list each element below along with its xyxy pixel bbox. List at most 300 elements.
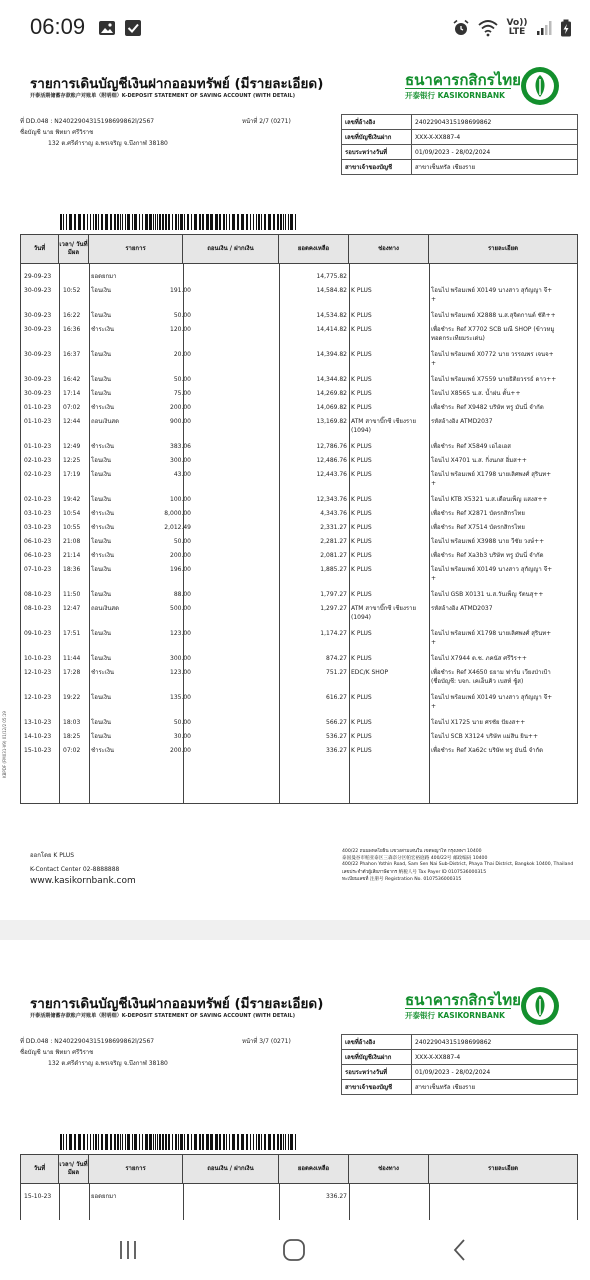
row-time: 07:02	[63, 404, 81, 411]
row-detail-cont: +	[431, 360, 437, 367]
row-balance: 2,331.27	[320, 524, 347, 531]
row-amount: 75.00	[173, 390, 191, 397]
row-date: 30-09-23	[24, 287, 52, 294]
row-date: 01-10-23	[24, 443, 52, 450]
row-type: โอนเงิน	[91, 694, 112, 701]
row-amount: 123.00	[170, 669, 191, 676]
col-date: วันที่	[21, 1155, 59, 1183]
row-type: โอนเงิน	[91, 390, 112, 397]
bank-address-line: ทะเบียนเลขที่ 注册号 Registration No. 0107536000315	[342, 877, 462, 882]
row-detail-cont: +	[431, 703, 437, 710]
row-time: 12:25	[63, 457, 81, 464]
row-detail-cont: +	[431, 480, 437, 487]
col-balance: ยอดคงเหลือ	[279, 235, 349, 263]
row-date: 30-09-23	[24, 351, 52, 358]
row-amount: 123.00	[170, 630, 191, 637]
alarm-icon	[452, 19, 470, 37]
customer-address: 132 ต.ศรีดำราญ อ.พรเจริญ จ.บึงกาฬ 38180	[48, 140, 168, 147]
row-date: 08-10-23	[24, 591, 52, 598]
info-label: เลขที่บัญชีเงินฝาก	[342, 130, 412, 145]
info-label: เลขที่อ้างอิง	[342, 115, 412, 130]
col-detail: รายละเอียด	[487, 1165, 519, 1172]
kbank-logo-icon	[520, 66, 560, 106]
status-bar	[0, 0, 590, 58]
info-value: 01/09/2023 - 28/02/2024	[412, 145, 578, 160]
row-date: 09-10-23	[24, 630, 52, 637]
table-row	[21, 1192, 577, 1201]
barcode	[60, 1134, 297, 1150]
table-row	[21, 417, 577, 434]
row-channel: K PLUS	[351, 694, 372, 701]
row-amount: 135.00	[170, 694, 191, 701]
row-channel: K PLUS	[351, 630, 372, 637]
row-detail: โอนไป X7944 ด.ช. ภคนัส ศรีวิร++	[431, 655, 527, 662]
table-row	[21, 272, 577, 281]
col-channel: ช่องทาง	[349, 235, 429, 263]
row-balance: 2,281.27	[320, 538, 347, 545]
row-balance: 12,486.76	[316, 457, 347, 464]
doc-subtitle: 开泰活期储蓄存款账户对账单（附明细）K-DEPOSIT STATEMENT OF SAVING ACCOUNT (WITH DETAIL)	[30, 1013, 296, 1019]
home-button[interactable]	[274, 1232, 314, 1268]
row-date: 08-10-23	[24, 605, 52, 612]
row-balance: 4,343.76	[320, 510, 347, 517]
row-balance: 14,269.82	[316, 390, 347, 397]
row-detail: โอนไป พร้อมเพย์ X0149 นางสาว สุกัญญา จึ+	[431, 566, 553, 573]
row-time: 16:22	[63, 312, 81, 319]
row-type: ชำระเงิน	[91, 524, 114, 531]
table-row	[21, 470, 577, 487]
row-balance: 12,343.76	[316, 496, 347, 503]
row-detail: รหัสอ้างอิง ATMD2037	[431, 605, 493, 612]
row-channel: K PLUS	[351, 538, 372, 545]
row-time: 16:36	[63, 326, 81, 333]
row-type: โอนเงิน	[91, 312, 112, 319]
row-time: 12:44	[63, 418, 81, 425]
gallery-icon	[98, 19, 116, 37]
row-balance: 14,069.82	[316, 404, 347, 411]
doc-title: รายการเดินบัญชีเงินฝากออมทรัพย์ (มีรายละเอียด)	[30, 996, 324, 1012]
table-row	[21, 456, 577, 465]
row-amount: 300.00	[170, 457, 191, 464]
col-detail: รายละเอียด	[487, 245, 519, 252]
row-type: ชำระเงิน	[91, 669, 114, 676]
row-channel: K PLUS	[351, 326, 372, 333]
table-row	[21, 311, 577, 320]
table-row	[21, 509, 577, 518]
issued-by: ออกโดย K PLUS	[30, 852, 75, 859]
col-amount: ถอนเงิน / ฝากเงิน	[183, 235, 279, 263]
info-value: สาขาเซ็นทรัล เชียงราย	[412, 160, 578, 175]
row-balance: 14,394.82	[316, 351, 347, 358]
row-channel: K PLUS	[351, 719, 372, 726]
bank-address-line: 400/22 ถนนพหลโยธิน แขวงสามเสนใน เขตพญาไท กรุงเทพฯ 10400	[342, 849, 482, 854]
row-balance: 874.27	[326, 655, 347, 662]
row-detail: เพื่อชำระ Ref X5849 เอไอเอส	[431, 443, 511, 450]
row-balance: 336.27	[326, 747, 347, 754]
row-date: 06-10-23	[24, 552, 52, 559]
bank-name-en: 开泰银行 KASIKORNBANK	[405, 1008, 511, 1021]
doc-reference: ที่ DD.048 : N2402290431519869986​2l/2567	[20, 118, 155, 125]
row-time: 10:55	[63, 524, 81, 531]
row-amount: 20.00	[173, 351, 191, 358]
row-type: ชำระเงิน	[91, 747, 114, 754]
row-date: 03-10-23	[24, 510, 52, 517]
row-type: โอนเงิน	[91, 566, 112, 573]
row-amount: 383.06	[170, 443, 191, 450]
row-balance: 336.27	[326, 1193, 347, 1200]
row-channel: ATM สาขาบิ๊กซี เชียงราย	[351, 418, 416, 425]
row-channel: K PLUS	[351, 552, 372, 559]
row-type: โอนเงิน	[91, 376, 112, 383]
row-time: 12:47	[63, 605, 81, 612]
row-balance: 13,169.82	[316, 418, 347, 425]
info-label: สาขาเจ้าของบัญชี	[342, 160, 412, 175]
row-channel: K PLUS	[351, 457, 372, 464]
bank-address-line: 泰国曼谷市帕亚泰区三森奈分区帕宏裕庭路 400/22号 邮政编码 10400	[342, 856, 488, 861]
row-amount: 200.00	[170, 552, 191, 559]
info-label: เลขที่อ้างอิง	[342, 1035, 412, 1050]
row-amount: 30.00	[173, 733, 191, 740]
row-time: 12:49	[63, 443, 81, 450]
row-amount: 200.00	[170, 404, 191, 411]
row-time: 17:14	[63, 390, 81, 397]
row-time: 17:28	[63, 669, 81, 676]
row-balance: 2,081.27	[320, 552, 347, 559]
back-icon	[448, 1238, 472, 1262]
table-row	[21, 718, 577, 727]
row-date: 29-09-23	[24, 273, 52, 280]
row-channel: K PLUS	[351, 287, 372, 294]
row-balance: 751.27	[326, 669, 347, 676]
row-type: โอนเงิน	[91, 591, 112, 598]
row-balance: 1,885.27	[320, 566, 347, 573]
row-detail: โอนไป พร้อมเพย์ X3988 นาย วีชัย วงษ์++	[431, 538, 545, 545]
row-channel: K PLUS	[351, 471, 372, 478]
row-type: ชำระเงิน	[91, 510, 114, 517]
kbank-logo-icon	[520, 986, 560, 1026]
table-row	[21, 537, 577, 546]
row-channel: K PLUS	[351, 591, 372, 598]
row-amount: 500.00	[170, 605, 191, 612]
row-date: 03-10-23	[24, 524, 52, 531]
bank-address-line: 400/22 Phahon Yothin Road, Sam Sen Nai Sub-District, Phaya Thai District, Bangkok 10400, Thailand	[342, 862, 574, 867]
row-amount: 300.00	[170, 655, 191, 662]
row-type: โอนเงิน	[91, 287, 112, 294]
table-header	[20, 234, 578, 264]
info-value: XXX-X-XX887-4	[412, 1050, 578, 1065]
table-row	[21, 403, 577, 412]
row-amount: 196.00	[170, 566, 191, 573]
row-channel: K PLUS	[351, 524, 372, 531]
page-number: หน้าที่ 2/7 (0271)	[242, 118, 291, 125]
row-detail: โอนไป พร้อมเพย์ X0149 นางสาว สุกัญญา จึ+	[431, 694, 553, 701]
row-detail-cont: (ชื่อบัญชี: บจก. เคเอ็นคิว เบสท์ ชู้ส)	[431, 678, 524, 685]
row-amount: 8,000.00	[164, 510, 191, 517]
doc-subtitle: 开泰活期储蓄存款账户对账单（附明细）K-DEPOSIT STATEMENT OF SAVING ACCOUNT (WITH DETAIL)	[30, 93, 296, 99]
row-time: 21:14	[63, 552, 81, 559]
row-type: ถอนเงินสด	[91, 605, 119, 612]
row-date: 15-10-23	[24, 747, 52, 754]
row-channel: K PLUS	[351, 747, 372, 754]
row-balance: 14,584.82	[316, 287, 347, 294]
row-type: ชำระเงิน	[91, 326, 114, 333]
row-detail: โอนไป พร้อมเพย์ X7559 นายธิติ​ยวรรธ์ ดาว++	[431, 376, 557, 383]
contact-center: K-Contact Center 02-8888888	[30, 866, 120, 873]
row-channel-cont: (1094)	[351, 427, 371, 434]
account-info-box	[341, 114, 578, 175]
table-row	[21, 565, 577, 582]
row-time: 07:02	[63, 747, 81, 754]
row-detail: โอนไป SCB X3124 บริษัท แม่สิน ยิน++	[431, 733, 538, 740]
table-row	[21, 375, 577, 384]
row-type: โอนเงิน	[91, 351, 112, 358]
row-detail: โอนไป X1725 นาย ศรชัย ปัยงส++	[431, 719, 526, 726]
row-detail-cont: ทอดกระเทียมระเด่น)	[431, 335, 485, 342]
row-type: โอนเงิน	[91, 471, 112, 478]
info-value: 240229043151986998​62	[412, 115, 578, 130]
account-info-box	[341, 1034, 578, 1095]
row-time: 17:51	[63, 630, 81, 637]
checkbox-notification-icon	[124, 19, 142, 37]
table-row	[21, 693, 577, 710]
row-time: 21:08	[63, 538, 81, 545]
statement-page-2	[0, 940, 590, 1220]
row-amount: 43.00	[173, 471, 191, 478]
row-date: 15-10-23	[24, 1193, 52, 1200]
row-amount: 191.00	[170, 287, 191, 294]
row-date: 01-10-23	[24, 418, 52, 425]
table-row	[21, 389, 577, 398]
row-type: โอนเงิน	[91, 719, 112, 726]
bank-address-line: เลขประจำตัวผู้เสียภาษีอากร 納税人号 Tax Payer ID 0107536000315	[342, 870, 487, 875]
table-row	[21, 523, 577, 532]
row-detail: เพื่อชำระ Ref X9482 บริษัท ทรู มันนี่ จำกัด	[431, 404, 544, 411]
row-time: 10:54	[63, 510, 81, 517]
row-channel: K PLUS	[351, 655, 372, 662]
volte-label: Vo)) LTE	[506, 18, 528, 37]
row-amount: 50.00	[173, 312, 191, 319]
row-type: ชำระเงิน	[91, 443, 114, 450]
barcode	[60, 214, 297, 230]
info-value: 240229043151986998​62	[412, 1035, 578, 1050]
col-time: เวลา/ วันที่มีผล	[59, 1155, 89, 1183]
row-detail: เพื่อชำระ Ref X7702 SCB มณี SHOP (ข้าวหมู	[431, 326, 555, 333]
row-time: 18:25	[63, 733, 81, 740]
row-channel: K PLUS	[351, 496, 372, 503]
row-date: 12-10-23	[24, 694, 52, 701]
row-channel: K PLUS	[351, 443, 372, 450]
row-time: 18:36	[63, 566, 81, 573]
row-time: 17:19	[63, 471, 81, 478]
row-date: 07-10-23	[24, 566, 52, 573]
account-name: ชื่อบัญชี นาย พิทยา ศรีวิราช	[20, 1049, 94, 1056]
row-type: ชำระเงิน	[91, 404, 114, 411]
row-date: 06-10-23	[24, 538, 52, 545]
status-icons	[452, 16, 572, 40]
row-amount: 88.00	[173, 591, 191, 598]
transaction-table	[20, 1184, 578, 1220]
info-label: รอบระหว่างวันที่	[342, 1065, 412, 1080]
info-value: XXX-X-XX887-4	[412, 130, 578, 145]
bank-name-th: ธนาคารกสิกรไทย	[405, 991, 521, 1009]
bank-website: www.kasikornbank.com	[30, 876, 136, 886]
row-channel: K PLUS	[351, 404, 372, 411]
row-amount: 2,012.49	[164, 524, 191, 531]
row-amount: 50.00	[173, 538, 191, 545]
page-number: หน้าที่ 3/7 (0271)	[242, 1038, 291, 1045]
table-row	[21, 746, 577, 755]
row-amount: 50.00	[173, 719, 191, 726]
row-detail: โอนไป X4701 น.ส. กิ่งนภส อิ่มส++	[431, 457, 527, 464]
row-date: 30-09-23	[24, 326, 52, 333]
col-channel: ช่องทาง	[349, 1155, 429, 1183]
row-balance: 12,443.76	[316, 471, 347, 478]
table-row	[21, 629, 577, 646]
row-type: โอนเงิน	[91, 457, 112, 464]
row-date: 01-10-23	[24, 404, 52, 411]
info-label: สาขาเจ้าของบัญชี	[342, 1080, 412, 1095]
row-balance: 566.27	[326, 719, 347, 726]
row-amount: 120.00	[170, 326, 191, 333]
row-channel: K PLUS	[351, 376, 372, 383]
recents-icon	[116, 1238, 140, 1262]
status-time: 06:09	[30, 14, 86, 39]
row-detail: รหัสอ้างอิง ATMD2037	[431, 418, 493, 425]
statement-page-1	[0, 58, 590, 920]
row-time: 19:22	[63, 694, 81, 701]
transaction-table	[20, 264, 578, 804]
row-detail-cont: +	[431, 639, 437, 646]
row-balance: 14,414.82	[316, 326, 347, 333]
account-name: ชื่อบัญชี นาย พิทยา ศรีวิราช	[20, 129, 94, 136]
row-type: ยอดยกมา	[91, 1193, 117, 1200]
col-amount: ถอนเงิน / ฝากเงิน	[183, 1155, 279, 1183]
table-row	[21, 286, 577, 303]
row-balance: 1,174.27	[320, 630, 347, 637]
row-channel: K PLUS	[351, 733, 372, 740]
col-type: รายการ	[89, 235, 183, 263]
table-row	[21, 590, 577, 599]
row-detail-cont: +	[431, 296, 437, 303]
row-detail: โอนไป KTB X5321 น.ส.เดือนเพ็ญ แสงส++	[431, 496, 548, 503]
row-amount: 100.00	[170, 496, 191, 503]
row-date: 02-10-23	[24, 496, 52, 503]
row-channel: K PLUS	[351, 510, 372, 517]
navigation-bar	[0, 1220, 590, 1280]
table-row	[21, 604, 577, 621]
row-date: 12-10-23	[24, 669, 52, 676]
row-date: 02-10-23	[24, 457, 52, 464]
row-date: 30-09-23	[24, 390, 52, 397]
table-row	[21, 350, 577, 367]
col-date: วันที่	[21, 235, 59, 263]
doc-reference: ที่ DD.048 : N2402290431519869986​2l/2567	[20, 1038, 155, 1045]
row-date: 30-09-23	[24, 312, 52, 319]
table-row	[21, 668, 577, 685]
row-amount: 200.00	[170, 747, 191, 754]
row-time: 19:42	[63, 496, 81, 503]
col-time: เวลา/ วันที่มีผล	[59, 235, 89, 263]
row-date: 30-09-23	[24, 376, 52, 383]
row-time: 11:44	[63, 655, 81, 662]
table-row	[21, 442, 577, 451]
row-balance: 616.27	[326, 694, 347, 701]
row-date: 10-10-23	[24, 655, 52, 662]
bank-name-th: ธนาคารกสิกรไทย	[405, 71, 521, 89]
row-balance: 536.27	[326, 733, 347, 740]
row-type: โอนเงิน	[91, 733, 112, 740]
row-amount: 50.00	[173, 376, 191, 383]
row-detail: โอนไป X8565 น.ส. น้ำฝน ตั้น++	[431, 390, 521, 397]
home-icon	[281, 1237, 307, 1263]
back-button[interactable]	[440, 1232, 480, 1268]
row-balance: 12,786.76	[316, 443, 347, 450]
row-detail: โอนไป GSB X0131 น.ส.วันเพ็ญ รัตนสุ++	[431, 591, 544, 598]
row-balance: 14,344.82	[316, 376, 347, 383]
battery-charging-icon	[560, 19, 572, 37]
row-balance: 1,797.27	[320, 591, 347, 598]
row-channel-cont: (1094)	[351, 614, 371, 621]
row-date: 02-10-23	[24, 471, 52, 478]
table-row	[21, 495, 577, 504]
recents-button[interactable]	[108, 1232, 148, 1268]
row-detail: โอนไป พร้อมเพย์ X0149 นางสาว สุกัญญา จึ+	[431, 287, 553, 294]
info-value: สาขาเซ็นทรัล เชียงราย	[412, 1080, 578, 1095]
row-detail: โอนไป พร้อมเพย์ X0772 นาย วรรณพร เจนจ+	[431, 351, 554, 358]
row-detail: เพื่อชำระ Ref X4650 ธยาม ฟาร์ม เวียงป่าเป้า	[431, 669, 551, 676]
table-row	[21, 654, 577, 663]
row-type: ชำระเงิน	[91, 552, 114, 559]
row-balance: 14,534.82	[316, 312, 347, 319]
table-header	[20, 1154, 578, 1184]
row-channel: K PLUS	[351, 390, 372, 397]
doc-title: รายการเดินบัญชีเงินฝากออมทรัพย์ (มีรายละเอียด)	[30, 76, 324, 92]
row-type: โอนเงิน	[91, 538, 112, 545]
row-detail: โอนไป พร้อมเพย์ X2888 น.ส.สุจิตกานต์ ชัติ++	[431, 312, 556, 319]
row-date: 14-10-23	[24, 733, 52, 740]
row-detail: โอนไป พร้อมเพย์ X1798 นายเลิศพงศ์ สุรินท+	[431, 630, 552, 637]
row-channel: K PLUS	[351, 566, 372, 573]
customer-address: 132 ต.ศรีดำราญ อ.พรเจริญ จ.บึงกาฬ 38180	[48, 1060, 168, 1067]
row-time: 16:37	[63, 351, 81, 358]
row-balance: 14,775.82	[316, 273, 347, 280]
row-detail: โอนไป พร้อมเพย์ X1798 นายเลิศพงศ์ สุรินท+	[431, 471, 552, 478]
row-channel: K PLUS	[351, 351, 372, 358]
table-row	[21, 325, 577, 342]
row-time: 16:42	[63, 376, 81, 383]
row-detail: เพื่อชำระ Ref Xa62c บริษัท ทรู มันนี่ จำกัด	[431, 747, 544, 754]
row-channel: ATM สาขาบิ๊กซี เชียงราย	[351, 605, 416, 612]
info-value: 01/09/2023 - 28/02/2024	[412, 1065, 578, 1080]
row-date: 13-10-23	[24, 719, 52, 726]
row-detail-cont: +	[431, 575, 437, 582]
signal-icon	[536, 20, 552, 36]
page-gap	[0, 920, 590, 940]
bank-name-en: 开泰银行 KASIKORNBANK	[405, 88, 511, 101]
row-type: โอนเงิน	[91, 496, 112, 503]
row-channel: K PLUS	[351, 312, 372, 319]
table-row	[21, 551, 577, 560]
row-type: ยอดยกมา	[91, 273, 117, 280]
row-type: ถอนเงินสด	[91, 418, 119, 425]
row-detail: เพื่อชำระ Ref Xa3b3 บริษัท ทรู มันนี่ จำกัด	[431, 552, 544, 559]
table-row	[21, 732, 577, 741]
col-balance: ยอดคงเหลือ	[279, 1155, 349, 1183]
row-balance: 1,297.27	[320, 605, 347, 612]
wifi-icon	[478, 19, 498, 37]
row-detail: เพื่อชำระ Ref X2871 บัตรกสิกรไทย	[431, 510, 525, 517]
row-channel: EDC/K SHOP	[351, 669, 389, 676]
